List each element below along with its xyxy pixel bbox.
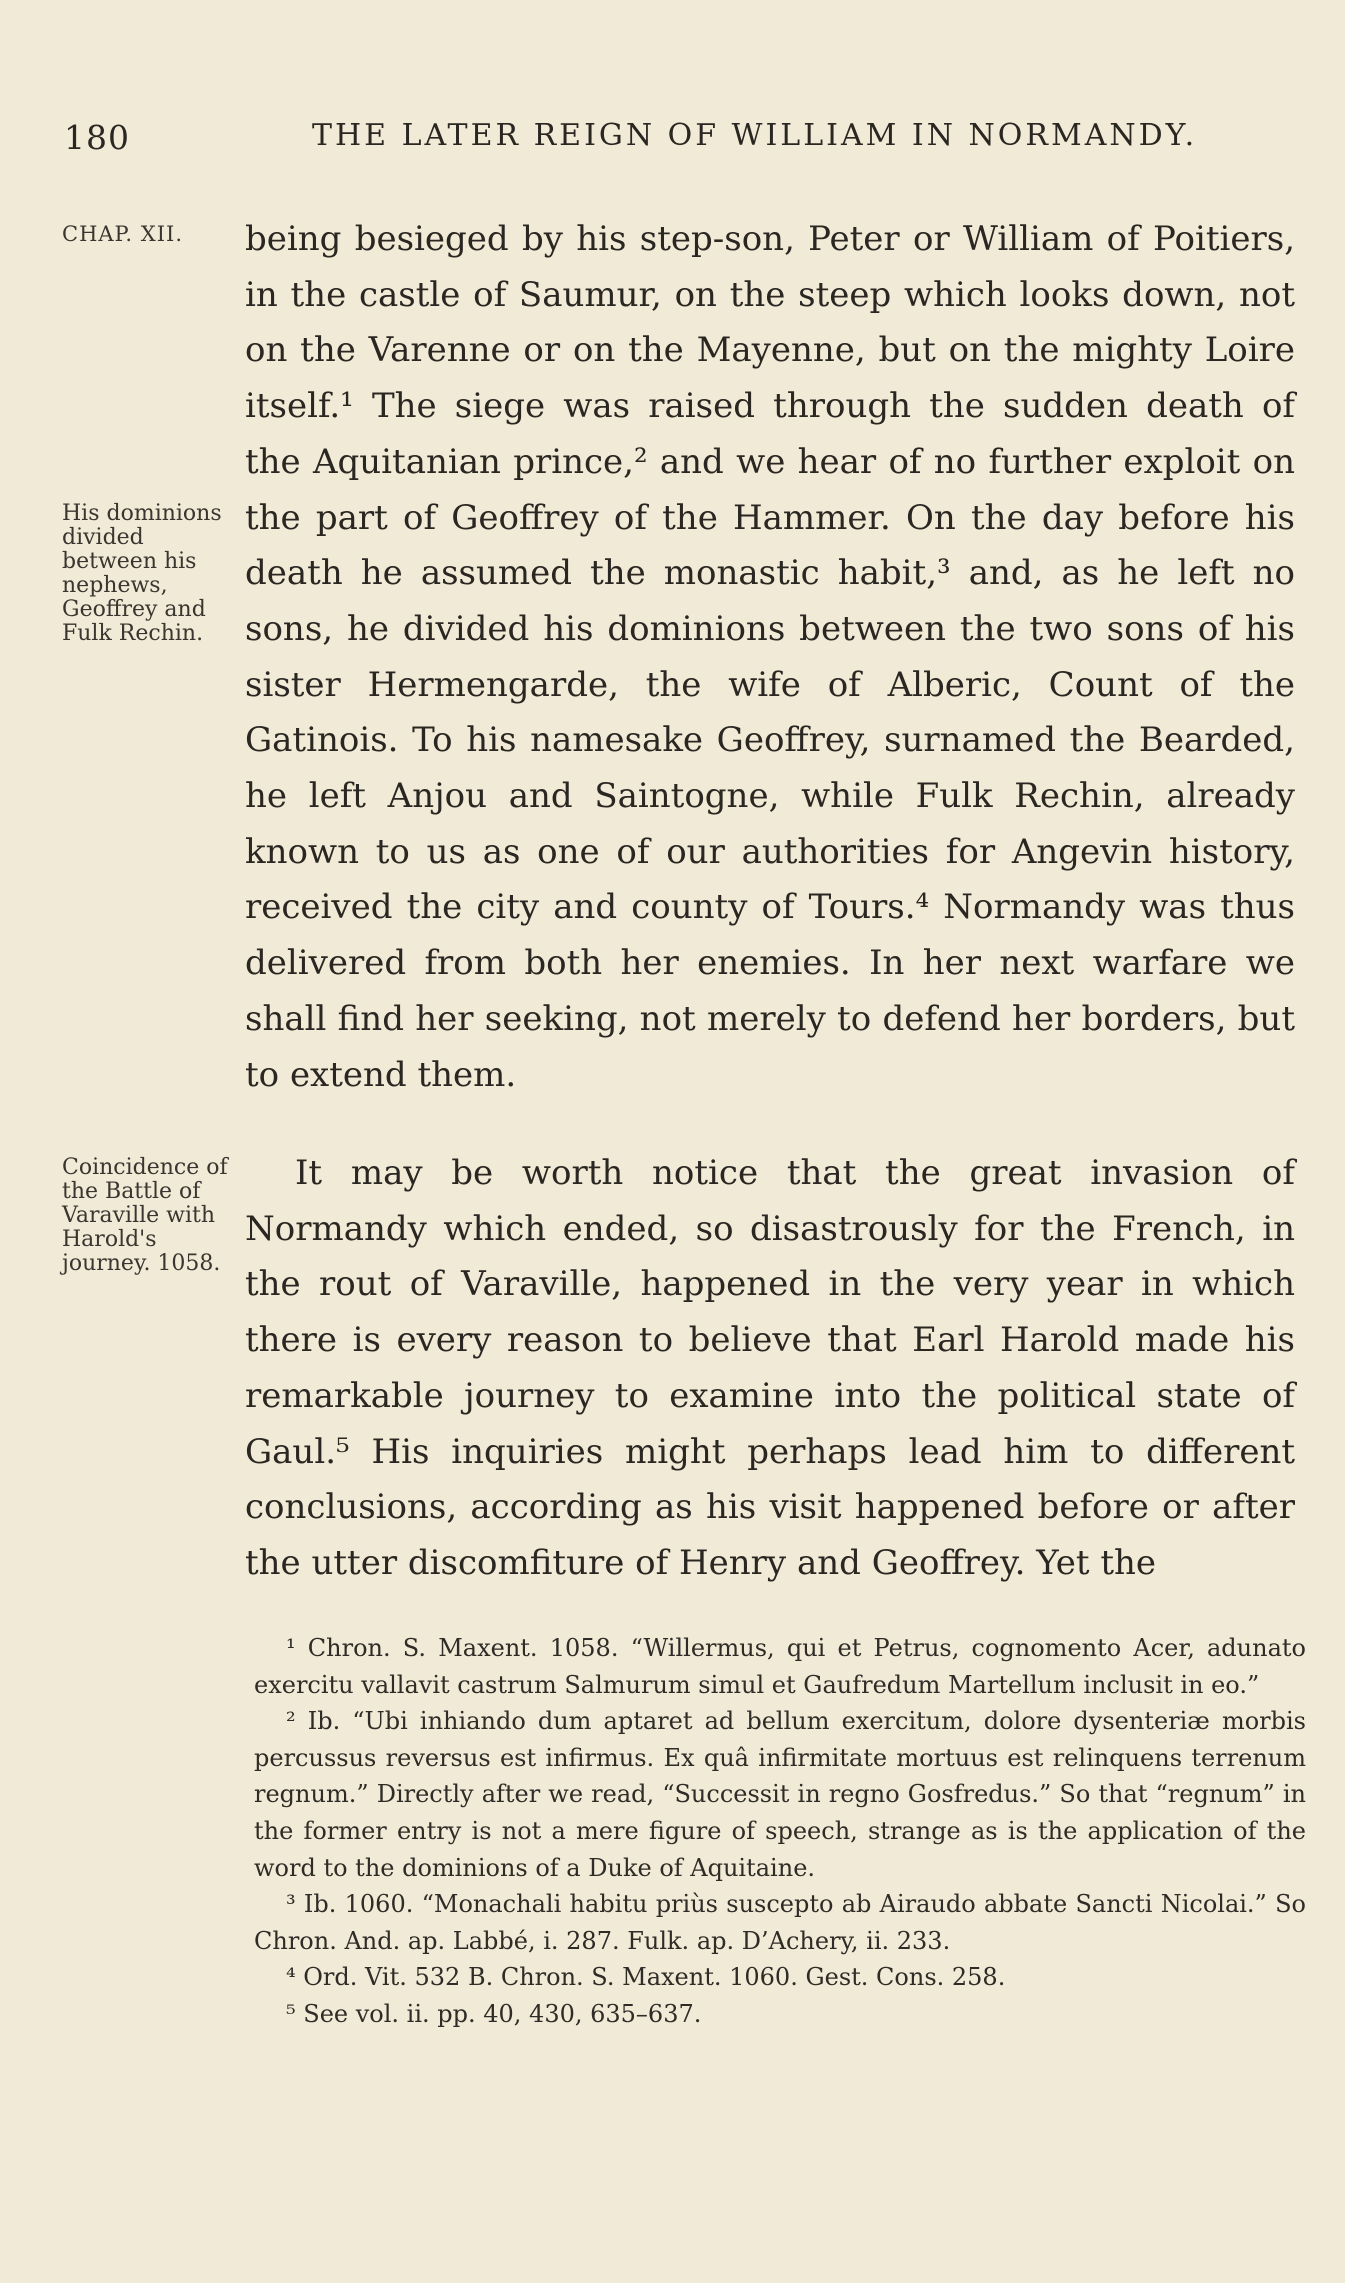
margin-note-dominions: His dominions divided between his nephews, Geoffrey and Fulk Rechin. — [62, 501, 222, 646]
paragraph-2-text: It may be worth notice that the great invasion of Normandy which ended, so disastrously for the French, in the rout of Varaville, happened in the very year in which there is every reason to believe that Earl Harold made his remarkable journey to examine into the political state of Gaul.⁵ His inquiries might perhaps lead him to different conclusions, according as his visit happened before or after the utter discomfiture of Henry and Geoffrey. Yet the — [245, 1153, 1295, 1583]
page-number: 180 — [64, 118, 130, 157]
footnote-4: ⁴ Ord. Vit. 532 B. Chron. S. Maxent. 1060. Gest. Cons. 258. — [286, 1963, 1006, 1992]
footnotes — [254, 1630, 1306, 2033]
footnote-5: ⁵ See vol. ii. pp. 40, 430, 635–637. — [286, 1999, 702, 2028]
body-paragraph-1 — [245, 212, 1295, 1103]
footnote-1: ¹ Chron. S. Maxent. 1058. “Willermus, qui et Petrus, cognomento Acer, adunato exercitu vallavit castrum Salmurum simul et Gaufredum Martellum inclusit in eo.” — [254, 1634, 1306, 1699]
running-title: THE LATER REIGN OF WILLIAM IN NORMANDY. — [312, 118, 1198, 153]
page-header — [64, 118, 1267, 158]
chapter-marker: CHAP. XII. — [62, 222, 183, 246]
footnote-3: ³ Ib. 1060. “Monachali habitu priùs suscepto ab Airaudo abbate Sancti Nicolai.” So Chron. And. ap. Labbé, i. 287. Fulk. ap. D’Achery, ii. 233. — [254, 1890, 1306, 1955]
margin-note-coincidence: Coincidence of the Battle of Varaville with Harold's journey. 1058. — [62, 1155, 228, 1276]
paragraph-1-text: being besieged by his step-son, Peter or William of Poitiers, in the castle of Saumur, on the steep which looks down, not on the Varenne or on the Mayenne, but on the mighty Loire itself.¹ The siege was raised through the sudden death of the Aquitanian prince,² and we hear of no further exploit on the part of Geoffrey of the Hammer. On the day before his death he assumed the monastic habit,³ and, as he left no sons, he divided his dominions between the two sons of his sister Hermengarde, the wife of Alberic, Count of the Gatinois. To his namesake Geoffrey, surnamed the Bearded, he left Anjou and Saintogne, while Fulk Rechin, already known to us as one of our authorities for Angevin history, received the city and county of Tours.⁴ Normandy was thus delivered from both her enemies. In her next warfare we shall find her seeking, not merely to defend her borders, but to extend them. — [245, 219, 1295, 1095]
footnote-2: ² Ib. “Ubi inhiando dum aptaret ad bellum exercitum, dolore dysenteriæ morbis percussus reversus est infirmus. Ex quâ infirmitate mortuus est relinquens terrenum regnum.” Directly after we read, “Successit in regno Gosfredus.” So that “regnum” in the former entry is not a mere figure of speech, strange as is the application of the word to the dominions of a Duke of Aquitaine. — [254, 1707, 1306, 1882]
body-paragraph-2 — [245, 1146, 1295, 1592]
